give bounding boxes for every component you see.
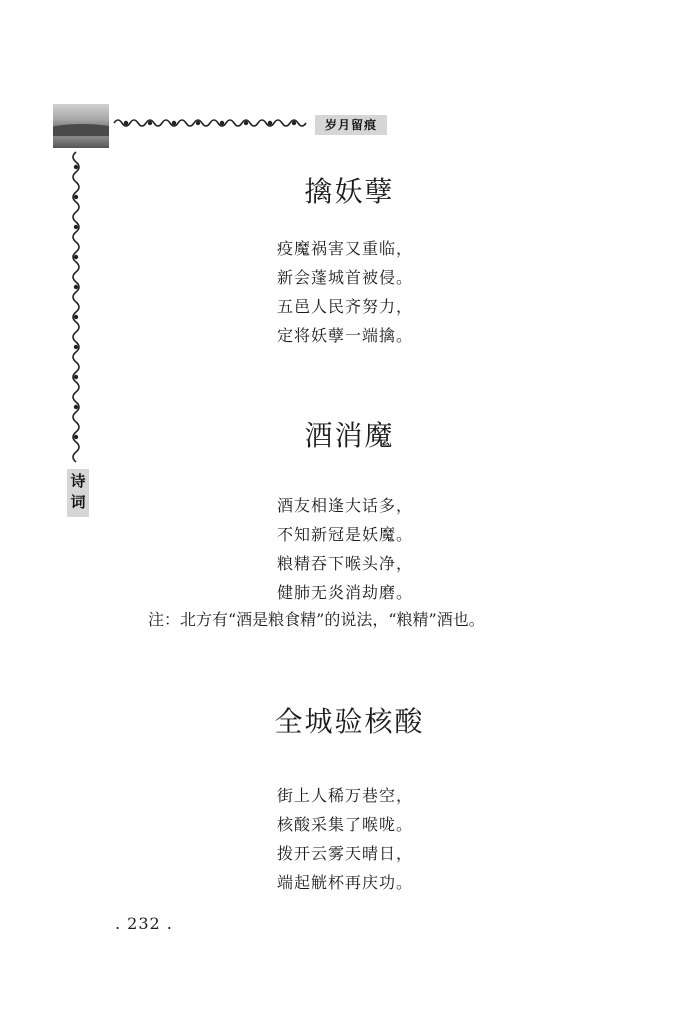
poem-title-3-block <box>0 700 699 740</box>
poem-line: 端起觥杯再庆功。 <box>277 873 414 892</box>
page-number: . 232 . <box>115 914 173 933</box>
poem-line: 粮精吞下喉头净， <box>277 554 414 573</box>
poem-title: 擒妖孽 <box>304 175 395 208</box>
section-label: 岁月留痕 <box>315 115 387 135</box>
poem-body-2 <box>277 491 413 607</box>
poem-line: 拨开云雾天晴日， <box>277 844 414 863</box>
top-ornament-border <box>112 116 310 130</box>
poem-title: 全城验核酸 <box>274 705 425 738</box>
poem-title-2-block <box>0 414 699 454</box>
footnote: 注：北方有“酒是粮食精”的说法，“粮精”酒也。 <box>148 610 485 629</box>
poem-body-1 <box>277 234 413 350</box>
poem-body-3 <box>277 781 413 897</box>
poem-line: 新会蓬城首被侵。 <box>277 268 414 287</box>
category-label: 诗词 <box>67 469 89 517</box>
header-photo <box>53 104 109 148</box>
poem-line: 五邑人民齐努力， <box>277 297 414 316</box>
poem-line: 核酸采集了喉咙。 <box>277 815 414 834</box>
poem-line: 街上人稀万巷空， <box>277 786 414 805</box>
poem-line: 不知新冠是妖魔。 <box>277 525 414 544</box>
poem-line: 酒友相逢大话多， <box>277 496 414 515</box>
poem-line: 疫魔祸害又重临， <box>277 239 414 258</box>
poem-line: 定将妖孽一端擒。 <box>277 326 414 345</box>
poem-line: 健肺无炎消劫磨。 <box>277 583 414 602</box>
poem-title: 酒消魔 <box>304 419 395 452</box>
poem-title-1-block <box>0 170 699 210</box>
